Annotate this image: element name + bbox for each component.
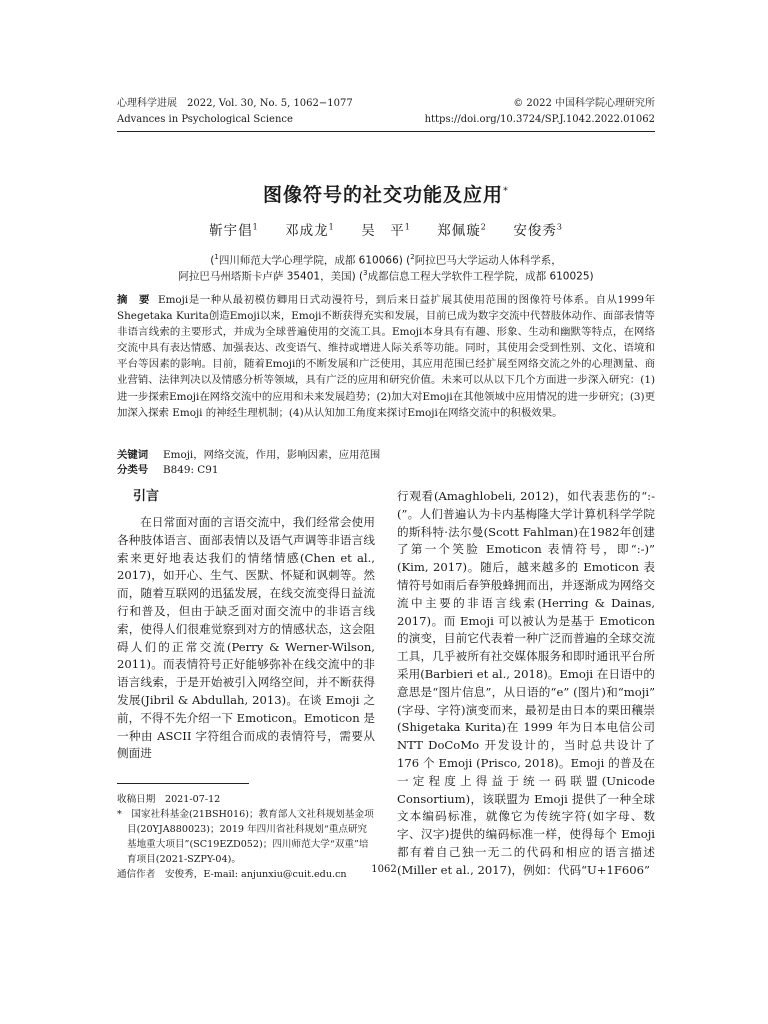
keywords-text: Emoji，网络交流，作用，影响因素，应用范围 bbox=[163, 449, 381, 461]
body-paragraph: 在日常面对面的言语交流中，我们经常会使用各种肢体语言、面部表情以及语气声调等非语言线索来更好地表达我们的情绪情感(Chen et al., 2017)，如开心、生气、医默、怀疑和讽刺等。然而，随着互联网的迅猛发展，在线交流变得日益流行和普及，但由于缺乏面对面交流中的非语言线索，使得人们很难觉察到对方的情感状态，这会阻碍人们的正常交流(Perry & Werner-Wilson, 2011)。而表情符号正好能够弥补在线交流中的非语言线索，于是开始被引入网络空间，并不断获得发展(Jibril & Abdullah, 2013)。在谈 Emoji 之前，不得不先介绍一下 Emoticon。Emoticon 是一种由 ASCII 字符组合而成的表情符号，需要从侧面进 bbox=[117, 515, 375, 761]
affiliation-text: 阿拉巴马大学运动人体科学系， bbox=[414, 254, 562, 267]
affiliation-text: 四川师范大学心理学院，成都 610066) ( bbox=[218, 254, 411, 267]
author-name: 吴 平 bbox=[361, 223, 405, 239]
author-list bbox=[117, 219, 655, 239]
affiliation-line-2 bbox=[117, 265, 655, 285]
journal-citation: 心理科学进展 2022, Vol. 30, No. 5, 1062−1077 bbox=[117, 98, 353, 109]
header-divider bbox=[117, 131, 655, 132]
author-name: 郑佩璇 bbox=[437, 223, 481, 239]
abstract bbox=[117, 292, 655, 421]
affiliation-text: 阿拉巴马州塔斯卡卢萨 35401，美国) ( bbox=[178, 270, 364, 283]
body-paragraph: 行观看(Amaghlobeli, 2012)，如代表悲伤的“:-(”。人们普遍认为卡内基梅隆大学计算机科学学院的斯科特·法尔曼(Scott Fahlman)在1982年创建了第一个笑脸 Emoticon 表情符号，即“:-)” (Kim, 2017)。随后，越来越多的 Emoticon 表情符号如雨后春笋般蜂拥而出，并逐渐成为网络交流中主要的非语言线索(Herring & Dainas, 2017)。而 Emoji 可以被认为是基于 Emoticon 的演变，目前它代表着一种广泛而普遍的全球交流工具，几乎被所有社交媒体服务和即时通讯平台所采用(Barbieri et al., 2018)。Emoji 在日语中的意思是“图片信息”，从日语的“e” (图片)和“moji” (字母、字符)演变而来，最初是由日本的栗田穰崇(Shigetaka Kurita)在 1999 年为日本电信公司 NTT DoCoMo 开发设计的，当时总共设计了 176 个 Emoji (Prisco, 2018)。Emoji 的普及在一定程度上得益于统一码联盟(Unicode Consortium)，该联盟为 Emoji 提供了一种全球文本编码标准，就像它为传统字符(如字母、数字、汉字)提供的编码标准一样，使得每个 Emoji 都有着自己独一无二的代码和相应的语言描述(Miller et al., 2017)，例如：代码“U+1F606” bbox=[397, 489, 655, 877]
affil-mark: 2 bbox=[410, 253, 415, 261]
author-affil-mark: 1 bbox=[404, 222, 411, 232]
author-affil-mark: 1 bbox=[328, 222, 335, 232]
abstract-text: Emoji是一种从最初模仿卿用日式动漫符号，到后来日益扩展其使用范围的图像符号体系。自从1999年Shegetaka Kurita创造Emoji以来，Emoji不断获得充实和发展，目前已成为数字交流中代替肢体动作、面部表情等非语言线索的主要形式，并成为全球普遍使用的交流工具。Emoji本身具有有趣、形象、生动和幽默等特点，在网络交流中具有表达情感、加强表达、改变语气、维持或增进人际关系等功能。同时，其使用会受到性别、文化、语境和平台等因素的影响。目前，随着Emoji的不断发展和广泛使用，其应用范围已经扩展至网络交流之外的心理测量、商业营销、法律判决以及情感分析等领域，具有广泛的应用和研究价值。未来可以从以下几个方面进一步深入研究：(1)进一步探索Emoji在网络交流中的应用和未来发展趋势；(2)加大对Emoji在其他领域中应用情况的进一步研究；(3)更加深入探索 Emoji 的神经生理机制；(4)从认知加工角度来探讨Emoji在网络交流中的积极效果。 bbox=[117, 294, 655, 419]
footnote-divider bbox=[117, 783, 249, 784]
paper-title-text: 图像符号的社交功能及应用 bbox=[262, 184, 503, 206]
funding-note: * 国家社科基金(21BSH016)；教育部人文社科规划基金项目(20YJA880023)；2019 年四川省社科规划“重点研究基地重大项目”(SC19EZD052)；四川师范大学“双重”培育项目(2021-SZPY-04)。 bbox=[117, 809, 374, 865]
classification-label: 分类号 bbox=[117, 464, 149, 476]
keywords-row bbox=[117, 447, 655, 463]
doi-link[interactable]: https://doi.org/10.3724/SP.J.1042.2022.01062 bbox=[424, 114, 655, 125]
author-affil-mark: 1 bbox=[252, 222, 259, 232]
author-name: 靳宇倡 bbox=[209, 223, 253, 239]
author-name: 安俊秀 bbox=[513, 223, 557, 239]
affil-mark: 3 bbox=[363, 269, 368, 277]
section-heading: 引言 bbox=[133, 489, 160, 504]
body-column-right bbox=[397, 488, 655, 880]
title-footnote-mark: * bbox=[503, 185, 509, 197]
received-date: 收稿日期 2021-07-12 bbox=[117, 794, 221, 805]
body-column-left bbox=[117, 488, 375, 763]
affiliation-text: 成都信息工程大学软件工程学院，成都 610025) bbox=[367, 270, 594, 283]
journal-english-name: Advances in Psychological Science bbox=[117, 114, 293, 125]
affil-mark: 1 bbox=[214, 253, 219, 261]
abstract-label: 摘 要 bbox=[117, 294, 150, 306]
classification-row bbox=[117, 462, 655, 478]
classification-text: B849: C91 bbox=[163, 464, 219, 476]
author-affil-mark: 3 bbox=[556, 222, 563, 232]
affiliation-line-1: ($^1$四川师范大学心理学院，成都 610066) ($^2$阿拉巴马大学运动人体科学系， bbox=[210, 253, 562, 267]
paper-title bbox=[117, 180, 655, 207]
author-name: 邓成龙 bbox=[285, 223, 329, 239]
page-number: 1062 bbox=[371, 864, 397, 875]
copyright-notice: © 2022 中国科学院心理研究所 bbox=[513, 98, 655, 109]
corresponding-author: 通信作者 安俊秀，E-mail: anjunxiu@cuit.edu.cn bbox=[117, 869, 347, 880]
author-affil-mark: 2 bbox=[480, 222, 487, 232]
keywords-label: 关键词 bbox=[117, 449, 149, 461]
